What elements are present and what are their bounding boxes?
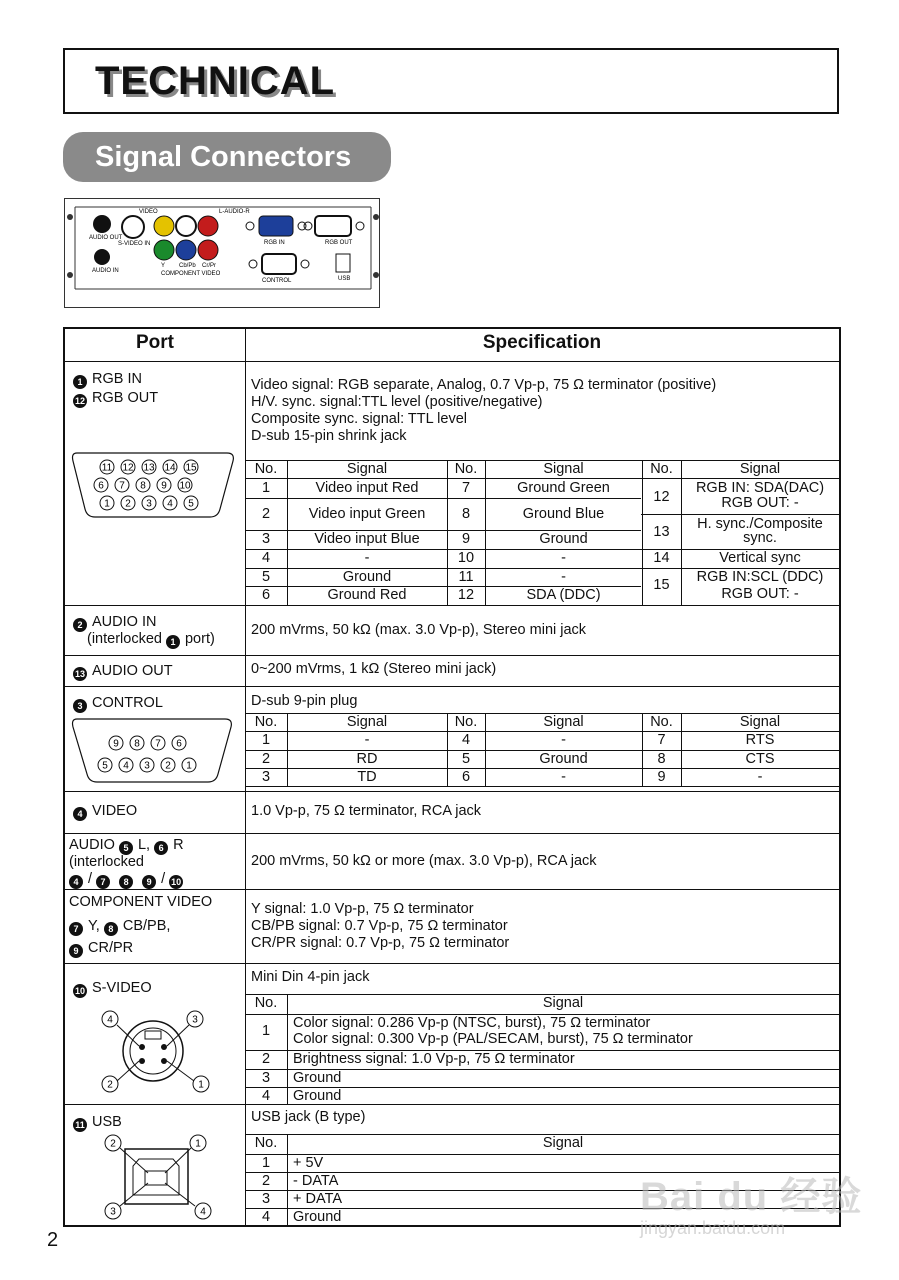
svideo-contact	[139, 1058, 145, 1064]
pin-number: 5	[461, 751, 471, 767]
label-control: CONTROL	[262, 278, 292, 284]
port-component-cr: 9 CR/PR	[69, 940, 133, 958]
pin-signal: CTS	[745, 751, 775, 767]
pin-signal: Video input Blue	[314, 531, 420, 547]
pin-signal: Ground Blue	[522, 505, 605, 522]
pin-signal: -	[561, 769, 566, 785]
port-svideo: 10 S-VIDEO	[74, 980, 152, 996]
signal-header: Signal	[542, 995, 584, 1011]
pin-label: 12	[122, 462, 134, 474]
port-audio-in-note: (interlocked 1 port)	[87, 631, 215, 647]
pin-signal: Video input Green	[308, 505, 426, 522]
pin-signal: Color signal: 0.300 Vp-p (PAL/SECAM, burst), 75 Ω terminator	[293, 1031, 693, 1047]
signal-header: Signal	[739, 714, 781, 730]
pin-signal: Ground	[539, 531, 588, 547]
pin-signal: SDA (DDC)	[526, 587, 601, 603]
usb-spec: USB jack (B type)	[251, 1109, 366, 1125]
label-rgb-out: RGB OUT	[325, 240, 353, 246]
port-audio-lr-links: 4 / 7 8 9 / 10	[69, 871, 188, 889]
label-video: VIDEO	[139, 209, 158, 215]
leader-line	[165, 1148, 191, 1173]
watermark-logo: Bai du 经验	[640, 1175, 863, 1219]
pin-number: 2	[261, 1051, 271, 1067]
svideo-key	[145, 1031, 161, 1039]
section-pill	[63, 132, 391, 182]
signal-header: Signal	[346, 461, 388, 477]
pin-no-header: No.	[650, 461, 673, 477]
label-component: COMPONENT VIDEO	[161, 271, 221, 277]
pin-signal: -	[364, 732, 370, 748]
pin-label: 1	[195, 1138, 201, 1150]
pin-label: 3	[192, 1014, 198, 1026]
pin-label: 6	[98, 480, 104, 492]
pin-signal: Ground	[293, 1088, 342, 1104]
pin-label: 4	[167, 498, 173, 510]
pin-number: 3	[261, 531, 271, 547]
leader-line	[120, 1148, 148, 1173]
label-audio-out: AUDIO OUT	[89, 235, 123, 241]
audio-in-spec: 200 mVrms, 50 kΩ (max. 3.0 Vp-p), Stereo mini jack	[251, 622, 587, 638]
svideo-contact	[161, 1044, 167, 1050]
port-audio-lr: AUDIO 5 L, 6 R	[69, 837, 184, 853]
pin-label: 3	[144, 760, 150, 772]
signal-header: Signal	[543, 461, 584, 477]
connector-panel-drawing	[65, 199, 381, 309]
pin-no-header: No.	[650, 714, 673, 730]
svideo-diagram	[65, 1001, 245, 1101]
pin-number: 15	[653, 577, 670, 593]
component-spec-line: CR/PR signal: 0.7 Vp-p, 75 Ω terminator	[251, 935, 510, 951]
pin-label: 4	[200, 1206, 206, 1218]
signal-header: Signal	[346, 714, 388, 730]
page-title: TECHNICAL	[95, 59, 336, 103]
label-svideo-in: S-VIDEO IN	[118, 241, 151, 247]
pin-number: 8	[657, 751, 666, 767]
pin-no-header: No.	[254, 461, 278, 477]
label-rgb-in: RGB IN	[264, 240, 285, 246]
pin-signal: -	[364, 550, 370, 566]
audio-lr-spec: 200 mVrms, 50 kΩ or more (max. 3.0 Vp-p), RCA jack	[251, 853, 597, 869]
pin-number: 5	[261, 568, 271, 585]
pin-label: 15	[185, 462, 197, 474]
pin-number: 7	[657, 732, 666, 748]
pin-label: 4	[107, 1014, 113, 1026]
svideo-contact	[161, 1058, 167, 1064]
dsub15-diagram	[65, 447, 245, 527]
port-video: 4 VIDEO	[73, 803, 137, 821]
col-port-header: Port	[136, 332, 174, 353]
pin-label: 8	[134, 738, 140, 750]
pin-number: 1	[261, 732, 271, 748]
pin-number: 10	[457, 550, 475, 566]
pin-number: 3	[261, 769, 271, 785]
pin-number: 3	[261, 1191, 271, 1207]
grid-line	[641, 514, 839, 515]
pin-label: 5	[188, 498, 194, 510]
port-rgb-out: 12 RGB OUT	[74, 390, 159, 406]
pin-label: 10	[179, 480, 191, 492]
pin-number: 9	[461, 531, 471, 547]
video-spec: 1.0 Vp-p, 75 Ω terminator, RCA jack	[251, 803, 482, 819]
section-title: Signal Connectors	[95, 141, 352, 173]
pin-number: 12	[457, 587, 475, 603]
pin-label: 1	[186, 760, 192, 772]
usb-diagram	[65, 1133, 245, 1223]
port-component-yb: 7 Y, 8 CB/PB,	[69, 918, 170, 936]
pin-signal: Vertical sync	[719, 550, 801, 566]
pin-signal: Ground	[293, 1209, 342, 1225]
pin-no-header: No.	[454, 714, 478, 730]
pin-signal: sync.	[743, 530, 777, 546]
pin-number: 1	[261, 479, 271, 496]
pin-signal: Ground Green	[517, 479, 610, 496]
svideo-contact	[139, 1044, 145, 1050]
pin-number: 13	[653, 524, 670, 540]
pin-number: 4	[261, 1088, 271, 1104]
port-control: 3 CONTROL	[73, 695, 163, 713]
pin-number: 2	[261, 505, 271, 522]
pin-label: 8	[140, 480, 146, 492]
pin-number: 9	[657, 769, 666, 785]
pin-number: 4	[261, 1209, 271, 1225]
pin-label: 7	[119, 480, 125, 492]
port-audio-out: 13 AUDIO OUT	[74, 663, 173, 679]
label-crpr: Cr/Pr	[202, 263, 216, 269]
port-audio-in: 2 AUDIO IN	[73, 614, 156, 632]
pin-no-header: No.	[254, 995, 278, 1011]
pin-number: 2	[261, 751, 271, 767]
pin-signal: Video input Red	[315, 479, 419, 496]
pin-signal: Ground Red	[327, 587, 407, 603]
rgb-spec-line: Video signal: RGB separate, Analog, 0.7 Vp-p, 75 Ω terminator (positive)	[251, 377, 717, 393]
pin-label: 11	[101, 462, 113, 474]
pin-number: 4	[261, 550, 271, 566]
pin-signal: Brightness signal: 1.0 Vp-p, 75 Ω terminator	[293, 1051, 575, 1067]
control-spec: D-sub 9-pin plug	[251, 693, 358, 709]
pin-signal: Ground	[539, 751, 588, 767]
pin-number: 2	[261, 1173, 271, 1189]
pin-number: 6	[461, 769, 471, 785]
pin-signal: RD	[356, 751, 378, 767]
signal-header: Signal	[739, 461, 781, 477]
pin-label: 14	[164, 462, 176, 474]
pin-signal: -	[561, 732, 566, 748]
pin-number: 12	[653, 489, 670, 505]
pin-label: 1	[104, 498, 110, 510]
pin-signal: + 5V	[293, 1155, 324, 1171]
usb-tongue	[145, 1171, 167, 1185]
pin-label: 1	[198, 1079, 204, 1091]
pin-label: 2	[125, 498, 131, 510]
col-spec-header: Specification	[482, 332, 602, 353]
signal-header: Signal	[542, 1135, 584, 1151]
pin-label: 3	[110, 1206, 116, 1218]
label-cbpb: Cb/Pb	[179, 263, 196, 269]
pin-number: 1	[261, 1023, 271, 1039]
pin-label: 5	[102, 760, 108, 772]
pin-signal: -	[561, 550, 566, 566]
grid-line	[245, 786, 839, 787]
pin-signal: Color signal: 0.286 Vp-p (NTSC, burst), 75 Ω terminator	[293, 1015, 651, 1031]
pin-label: 2	[110, 1138, 116, 1150]
component-spec-line: CB/PB signal: 0.7 Vp-p, 75 Ω terminator	[251, 918, 508, 934]
header-box	[63, 48, 839, 114]
pin-number: 4	[461, 732, 471, 748]
pin-label: 3	[146, 498, 152, 510]
pin-number: 14	[653, 550, 670, 566]
pin-no-header: No.	[254, 1135, 278, 1151]
pin-signal: -	[561, 568, 566, 585]
pin-label: 4	[123, 760, 129, 772]
dsub9-shell	[73, 719, 232, 782]
pin-number: 7	[461, 479, 471, 496]
pin-signal: RTS	[745, 732, 775, 748]
pin-label: 9	[161, 480, 167, 492]
rgb-spec-line: H/V. sync. signal:TTL level (positive/negative)	[251, 394, 543, 410]
port-audio-lr-note: (interlocked	[69, 854, 144, 870]
pin-signal: H. sync./Composite	[697, 516, 823, 532]
pin-no-header: No.	[454, 461, 478, 477]
pin-signal: Ground	[293, 1070, 342, 1086]
pin-number: 1	[261, 1155, 271, 1171]
signal-header: Signal	[543, 714, 584, 730]
pin-label: 2	[107, 1079, 113, 1091]
pin-number: 6	[261, 587, 271, 603]
pin-signal: Ground	[342, 568, 392, 585]
rgb-spec-line: Composite sync. signal: TTL level	[251, 411, 467, 427]
dsub9-diagram	[65, 714, 245, 789]
component-spec-line: Y signal: 1.0 Vp-p, 75 Ω terminator	[251, 901, 474, 917]
svideo-shell	[123, 1021, 183, 1081]
pin-label: 2	[165, 760, 171, 772]
pin-signal: + DATA	[293, 1191, 343, 1207]
leader-line	[117, 1061, 139, 1081]
pin-signal: -	[757, 769, 763, 785]
pin-label: 7	[155, 738, 161, 750]
label-audio-lr: L-AUDIO-R	[219, 209, 250, 215]
svideo-spec: Mini Din 4-pin jack	[251, 969, 370, 985]
pin-number: 8	[461, 505, 471, 522]
watermark-url: jingyan.baidu.com	[640, 1218, 786, 1238]
pin-signal: RGB OUT: -	[721, 495, 799, 511]
rgb-spec-line: D-sub 15-pin shrink jack	[251, 428, 407, 444]
pin-signal: TD	[357, 769, 377, 785]
grid-line	[245, 498, 641, 499]
label-y: Y	[161, 263, 166, 269]
port-usb: 11 USB	[73, 1114, 122, 1132]
pin-label: 13	[143, 462, 155, 474]
pin-signal: - DATA	[293, 1173, 339, 1189]
pin-label: 9	[113, 738, 119, 750]
page-number: 2	[47, 1229, 59, 1251]
label-audio-in: AUDIO IN	[92, 268, 119, 274]
pin-number: 3	[261, 1070, 271, 1086]
pin-signal: RGB IN: SDA(DAC)	[695, 480, 825, 496]
pin-signal: RGB OUT: -	[721, 586, 799, 602]
pin-label: 6	[176, 738, 182, 750]
connector-panel	[64, 198, 380, 308]
spec-table	[63, 327, 841, 1227]
port-rgb-in: 1 RGB IN	[73, 371, 142, 389]
pin-number: 11	[458, 568, 474, 585]
pin-no-header: No.	[254, 714, 278, 730]
pin-signal: RGB IN:SCL (DDC)	[696, 569, 824, 585]
audio-out-spec: 0~200 mVrms, 1 kΩ (Stereo mini jack)	[251, 661, 497, 677]
label-usb: USB	[338, 276, 351, 282]
port-component: COMPONENT VIDEO	[69, 894, 213, 910]
